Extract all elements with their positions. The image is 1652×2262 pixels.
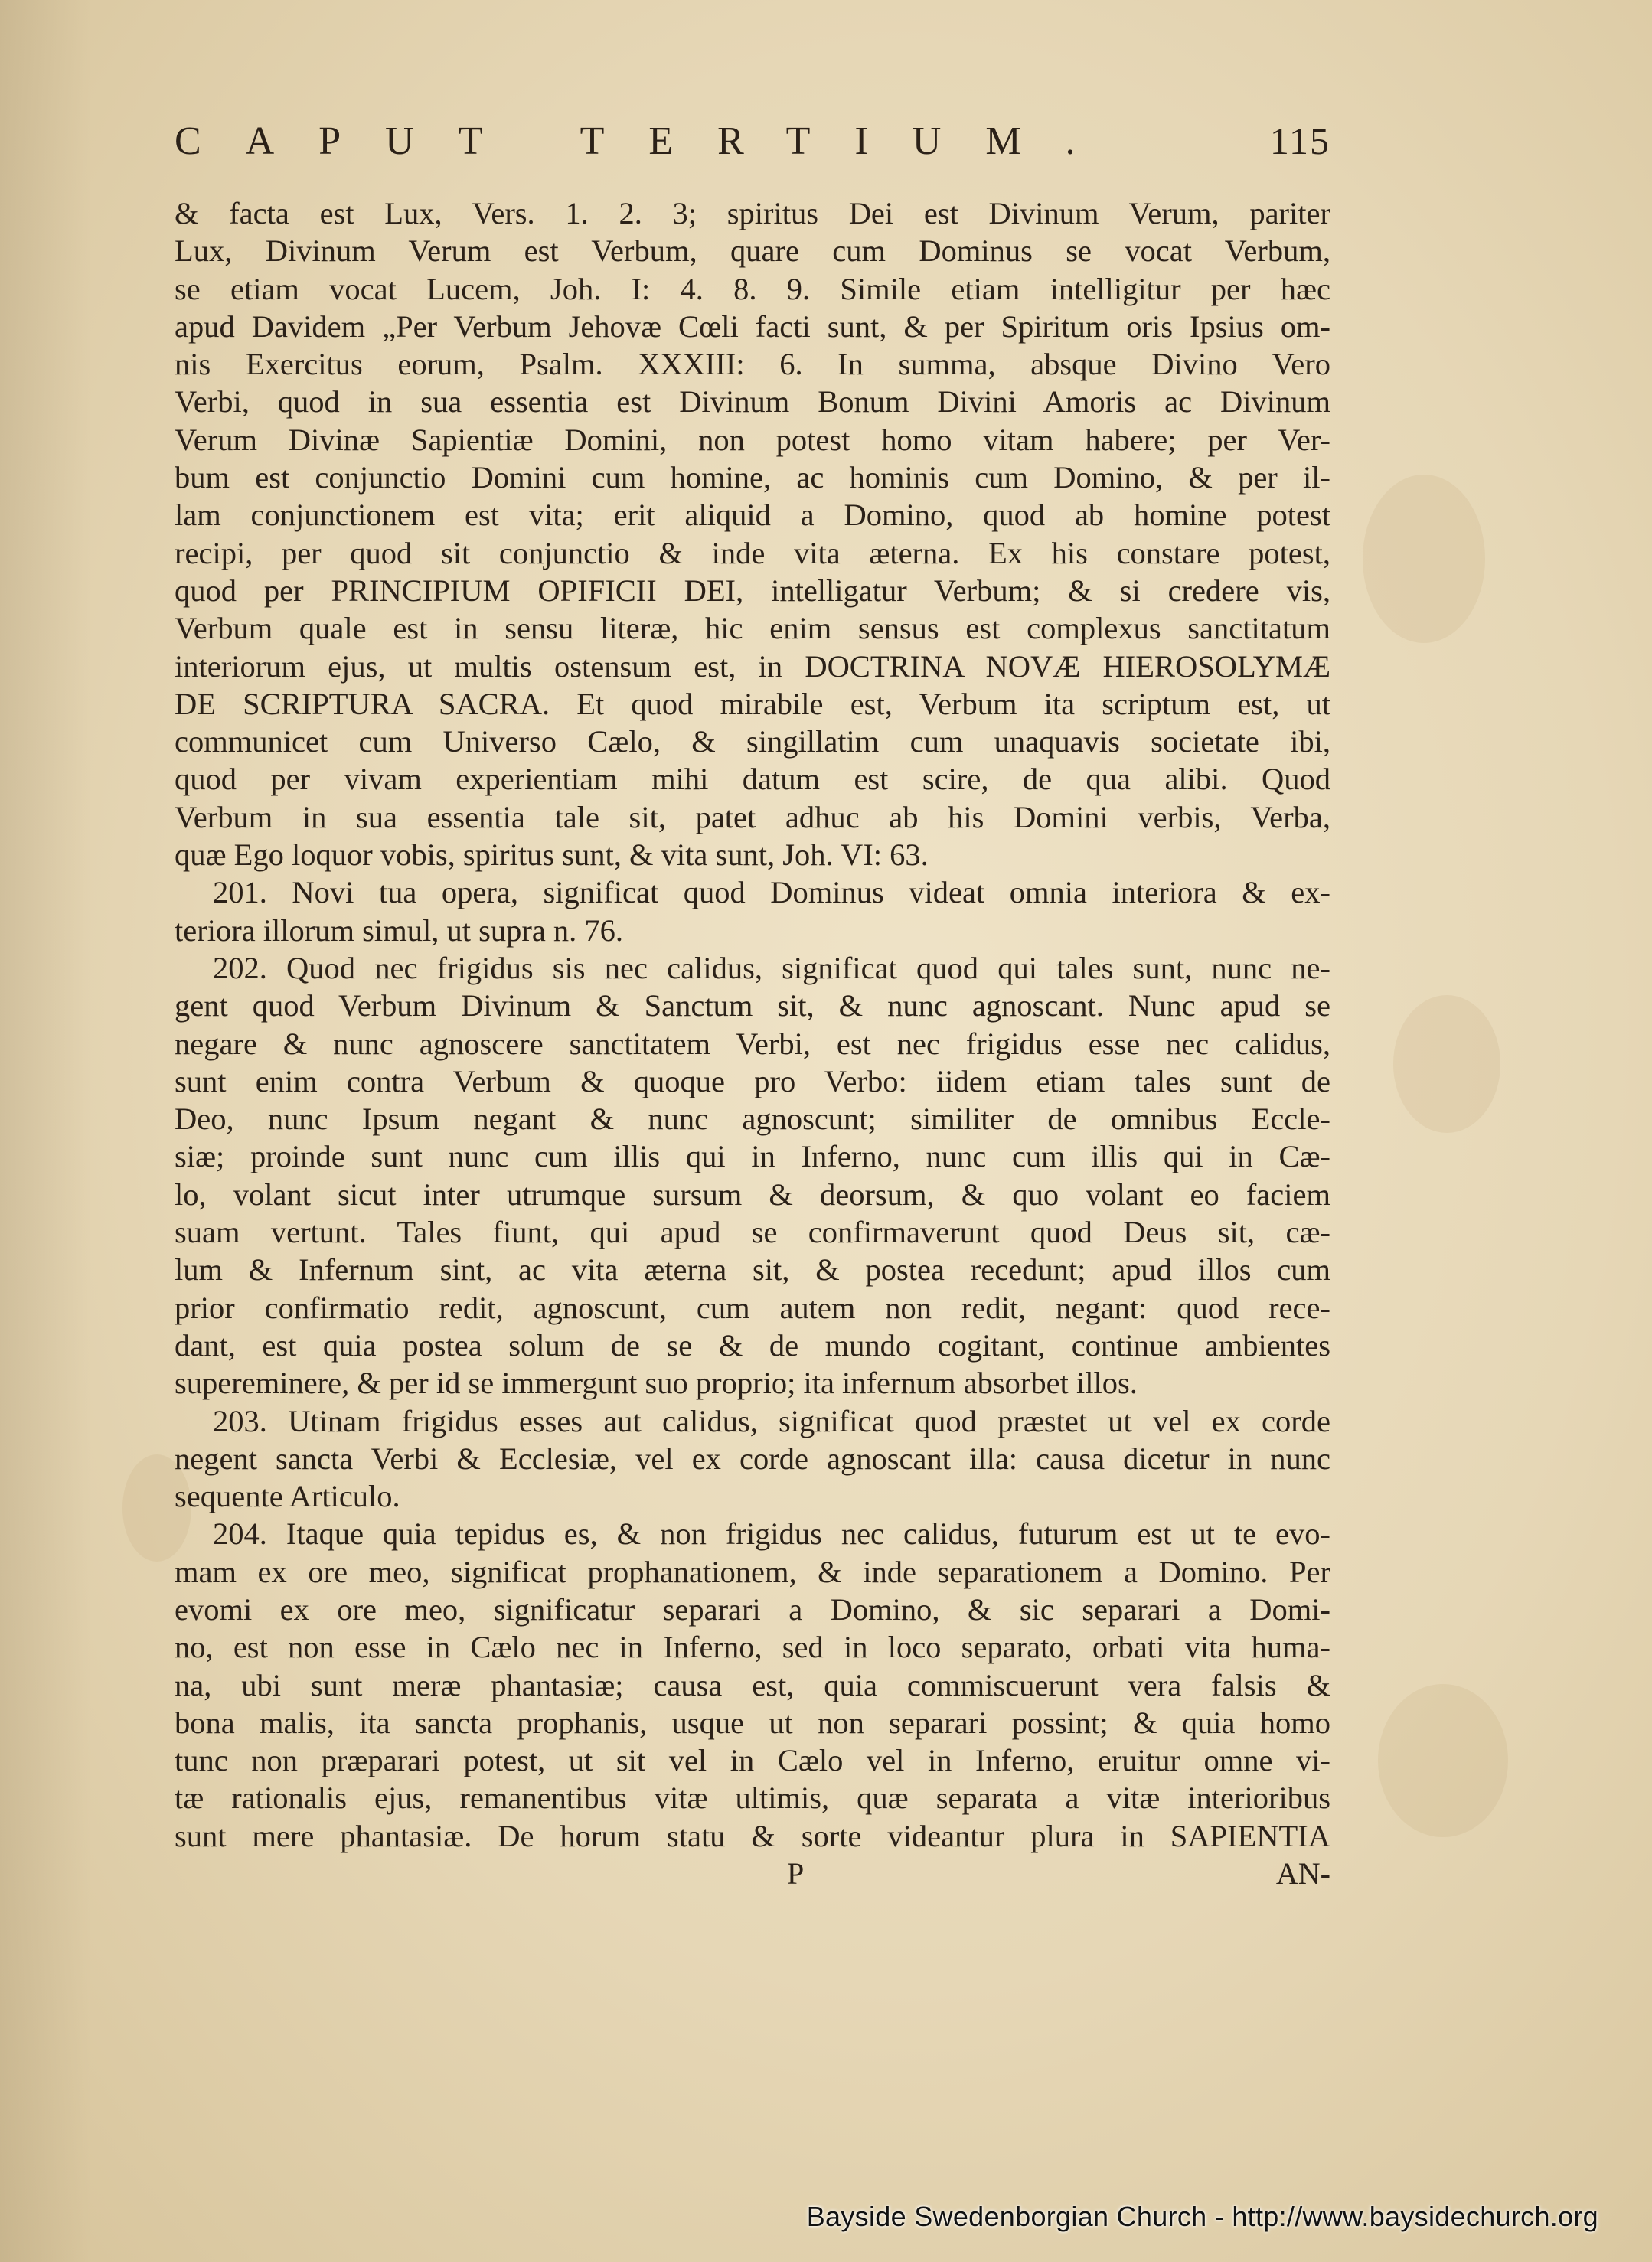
text-line: quæ Ego loquor vobis, spiritus sunt, & vita sunt, Joh. VI: 63. bbox=[175, 837, 929, 873]
text-line: se etiam vocat Lucem, Joh. I: 4. 8. 9. Simile etiam intelligitur per hæc bbox=[175, 271, 1330, 306]
text-line: no, est non esse in Cælo nec in Inferno, sed in loco separato, orbati vita huma- bbox=[175, 1630, 1330, 1665]
text-line: quod per vivam experientiam mihi datum est scire, de qua alibi. Quod bbox=[175, 762, 1330, 797]
stain bbox=[1363, 475, 1485, 643]
text-line: negare & nunc agnoscere sanctitatem Verbi, est nec frigidus esse nec calidus, bbox=[175, 1026, 1330, 1061]
signature-line bbox=[175, 1855, 1330, 1893]
text-line: Verbum quale est in sensu literæ, hic enim sensus est complexus sanctitatum bbox=[175, 611, 1330, 646]
text-line: tæ rationalis ejus, remanentibus vitæ ultimis, quæ separata a vitæ interioribus bbox=[175, 1781, 1330, 1816]
text-line: evomi ex ore meo, significatur separari a Domino, & sic separari a Domi- bbox=[175, 1591, 1330, 1627]
catchword: AN- bbox=[1275, 1856, 1330, 1892]
stain bbox=[1378, 1684, 1508, 1837]
text-line: 203. Utinam frigidus esses aut calidus, significat quod præstet ut vel ex corde bbox=[213, 1403, 1330, 1438]
text-line: quod per PRINCIPIUM OPIFICII DEI, intelligatur Verbum; & si credere vis, bbox=[175, 573, 1330, 608]
text-line: tunc non præparari potest, ut sit vel in Cælo vel in Inferno, eruitur omne vi- bbox=[175, 1743, 1330, 1778]
text-line: nis Exercitus eorum, Psalm. XXXIII: 6. In summa, absque Divino Vero bbox=[175, 347, 1330, 382]
text-line: bum est conjunctio Domini cum homine, ac hominis cum Domino, & per il- bbox=[175, 460, 1330, 495]
running-title: CAPUT TERTIUM. bbox=[175, 119, 1120, 163]
running-head bbox=[175, 119, 1330, 181]
text-line: teriora illorum simul, ut supra n. 76. bbox=[175, 912, 624, 948]
text-line: recipi, per quod sit conjunctio & inde vita æterna. Ex his constare potest, bbox=[175, 535, 1330, 570]
text-line: 202. Quod nec frigidus sis nec calidus, significat quod qui tales sunt, nunc ne- bbox=[213, 950, 1330, 985]
gutter-shadow bbox=[0, 0, 92, 2262]
signature-mark: P bbox=[787, 1856, 805, 1892]
text-line: prior confirmatio redit, agnoscunt, cum autem non redit, negant: quod rece- bbox=[175, 1290, 1330, 1325]
body-lines bbox=[175, 194, 1330, 1855]
text-line: communicet cum Universo Cælo, & singillatim cum unaquavis societate ibi, bbox=[175, 724, 1330, 759]
text-line: sunt enim contra Verbum & quoque pro Verbo: iidem etiam tales sunt de bbox=[175, 1063, 1330, 1098]
text-line: negent sancta Verbi & Ecclesiæ, vel ex corde agnoscant illa: causa dicetur in nunc bbox=[175, 1441, 1330, 1476]
text-line: lum & Infernum sint, ac vita æterna sit, & postea recedunt; apud illos cum bbox=[175, 1252, 1330, 1288]
watermark-text: Bayside Swedenborgian Church - http://www.baysidechurch.org bbox=[806, 2201, 1598, 2232]
text-line: gent quod Verbum Divinum & Sanctum sit, & nunc agnoscant. Nunc apud se bbox=[175, 988, 1330, 1023]
text-line: sunt mere phantasiæ. De horum statu & sorte videantur plura in SAPIENTIA bbox=[175, 1818, 1330, 1853]
text-line: sequente Articulo. bbox=[175, 1479, 400, 1514]
text-line: Lux, Divinum Verum est Verbum, quare cum Dominus se vocat Verbum, bbox=[175, 233, 1330, 269]
page-text bbox=[175, 119, 1330, 1893]
text-line: 204. Itaque quia tepidus es, & non frigidus nec calidus, futurum est ut te evo- bbox=[213, 1516, 1330, 1552]
text-line: Verbum in sua essentia tale sit, patet adhuc ab his Domini verbis, Verba, bbox=[175, 799, 1330, 834]
text-line: suam vertunt. Tales fiunt, qui apud se confirmaverunt quod Deus sit, cæ- bbox=[175, 1215, 1330, 1250]
text-line: & facta est Lux, Vers. 1. 2. 3; spiritus Dei est Divinum Verum, pariter bbox=[175, 196, 1330, 230]
text-line: dant, est quia postea solum de se & de mundo cogitant, continue ambientes bbox=[175, 1327, 1330, 1363]
text-line: 201. Novi tua opera, significat quod Dominus videat omnia interiora & ex- bbox=[213, 875, 1330, 910]
text-line: Deo, nunc Ipsum negant & nunc agnoscunt; similiter de omnibus Eccle- bbox=[175, 1102, 1330, 1137]
text-line: supereminere, & per id se immergunt suo proprio; ita infernum absorbet illos. bbox=[175, 1366, 1138, 1401]
text-line: lam conjunctionem est vita; erit aliquid a Domino, quod ab homine potest bbox=[175, 498, 1330, 533]
text-line: Verum Divinæ Sapientiæ Domini, non potest homo vitam habere; per Ver- bbox=[175, 422, 1330, 457]
text-line: lo, volant sicut inter utrumque sursum & deorsum, & quo volant eo faciem bbox=[175, 1177, 1330, 1212]
text-line: apud Davidem „Per Verbum Jehovæ Cœli facti sunt, & per Spiritum oris Ipsius om- bbox=[175, 308, 1330, 344]
text-line: mam ex ore meo, significat prophanationem, & inde separationem a Domino. Per bbox=[175, 1554, 1330, 1589]
text-line: na, ubi sunt meræ phantasiæ; causa est, quia commiscuerunt vera falsis & bbox=[175, 1667, 1330, 1702]
text-line: siæ; proinde sunt nunc cum illis qui in Inferno, nunc cum illis qui in Cæ- bbox=[175, 1139, 1330, 1174]
stain bbox=[1393, 995, 1500, 1133]
text-line: bona malis, ita sancta prophanis, usque ut non separari possint; & quia homo bbox=[175, 1705, 1330, 1740]
page-number: 115 bbox=[1269, 119, 1330, 162]
text-line: DE SCRIPTURA SACRA. Et quod mirabile est, Verbum ita scriptum est, ut bbox=[175, 686, 1330, 721]
text-line: interiorum ejus, ut multis ostensum est, in DOCTRINA NOVÆ HIEROSOLYMÆ bbox=[175, 648, 1330, 684]
text-line: Verbi, quod in sua essentia est Divinum Bonum Divini Amoris ac Divinum bbox=[175, 384, 1330, 419]
